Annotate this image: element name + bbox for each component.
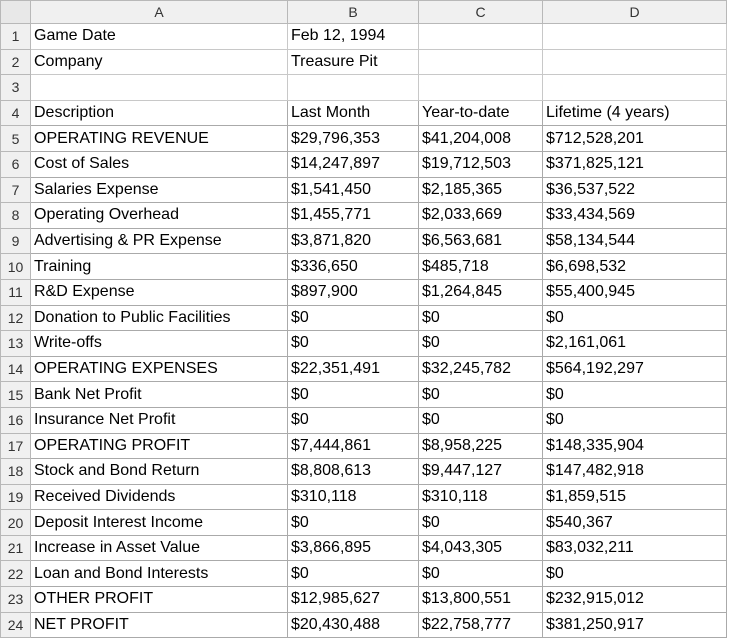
cell-c[interactable]: $310,118 (419, 484, 543, 510)
row-header[interactable]: 13 (1, 331, 31, 357)
cell-a[interactable] (31, 75, 288, 101)
cell-d[interactable]: $6,698,532 (543, 254, 727, 280)
cell-d[interactable]: $0 (543, 561, 727, 587)
cell-a[interactable]: Insurance Net Profit (31, 407, 288, 433)
cell-d[interactable]: $83,032,211 (543, 535, 727, 561)
cell-a[interactable]: R&D Expense (31, 279, 288, 305)
row-header[interactable]: 4 (1, 100, 31, 126)
cell-d[interactable]: $540,367 (543, 510, 727, 536)
cell-d[interactable] (543, 49, 727, 75)
sheet-row (1, 24, 727, 50)
row-header[interactable]: 11 (1, 279, 31, 305)
cell-d[interactable]: $381,250,917 (543, 612, 727, 638)
cell-c[interactable]: $2,033,669 (419, 203, 543, 229)
cell-b[interactable]: $0 (288, 382, 419, 408)
sheet-row (1, 75, 727, 101)
cell-a[interactable]: Donation to Public Facilities (31, 305, 288, 331)
cell-a[interactable]: Advertising & PR Expense (31, 228, 288, 254)
cell-b[interactable]: $20,430,488 (288, 612, 419, 638)
cell-a[interactable]: OPERATING PROFIT (31, 433, 288, 459)
column-header-c[interactable]: C (419, 1, 543, 24)
row-header[interactable]: 23 (1, 587, 31, 613)
row-header[interactable]: 9 (1, 228, 31, 254)
cell-a[interactable]: Description (31, 100, 288, 126)
cell-b[interactable]: $3,866,895 (288, 535, 419, 561)
sheet-row (1, 49, 727, 75)
row-header[interactable]: 14 (1, 356, 31, 382)
cell-a[interactable]: OTHER PROFIT (31, 587, 288, 613)
cell-b[interactable]: $0 (288, 407, 419, 433)
sheet-row (1, 433, 727, 459)
cell-b[interactable] (288, 75, 419, 101)
cell-d[interactable]: $1,859,515 (543, 484, 727, 510)
cell-c[interactable] (419, 75, 543, 101)
cell-b[interactable]: $7,444,861 (288, 433, 419, 459)
cell-d[interactable] (543, 24, 727, 50)
cell-d[interactable]: $564,192,297 (543, 356, 727, 382)
cell-a[interactable]: Training (31, 254, 288, 280)
cell-c[interactable]: $0 (419, 510, 543, 536)
row-header[interactable]: 6 (1, 151, 31, 177)
sheet-row (1, 305, 727, 331)
cell-b[interactable]: Feb 12, 1994 (288, 24, 419, 50)
cell-c[interactable]: $9,447,127 (419, 459, 543, 485)
row-header[interactable]: 21 (1, 535, 31, 561)
cell-a[interactable]: Loan and Bond Interests (31, 561, 288, 587)
cell-b[interactable]: $0 (288, 561, 419, 587)
cell-c[interactable]: $2,185,365 (419, 177, 543, 203)
sheet-row (1, 331, 727, 357)
cell-c[interactable]: $1,264,845 (419, 279, 543, 305)
cell-a[interactable]: Deposit Interest Income (31, 510, 288, 536)
cell-a[interactable]: Stock and Bond Return (31, 459, 288, 485)
cell-d[interactable]: $232,915,012 (543, 587, 727, 613)
cell-d[interactable]: $0 (543, 407, 727, 433)
row-header[interactable]: 20 (1, 510, 31, 536)
cell-a[interactable]: OPERATING REVENUE (31, 126, 288, 152)
cell-c[interactable]: $0 (419, 382, 543, 408)
sheet-row (1, 126, 727, 152)
row-header[interactable]: 10 (1, 254, 31, 280)
sheet-row (1, 561, 727, 587)
row-header[interactable]: 1 (1, 24, 31, 50)
cell-d[interactable]: $2,161,061 (543, 331, 727, 357)
row-header[interactable]: 7 (1, 177, 31, 203)
cell-b[interactable]: $336,650 (288, 254, 419, 280)
cell-c[interactable]: $8,958,225 (419, 433, 543, 459)
cell-c[interactable]: $22,758,777 (419, 612, 543, 638)
select-all-corner[interactable] (1, 1, 31, 24)
cell-b[interactable]: $0 (288, 331, 419, 357)
cell-b[interactable]: $0 (288, 305, 419, 331)
cell-a[interactable]: Cost of Sales (31, 151, 288, 177)
sheet-row (1, 382, 727, 408)
row-header[interactable]: 16 (1, 407, 31, 433)
cell-a[interactable]: Company (31, 49, 288, 75)
sheet-row (1, 177, 727, 203)
cell-a[interactable]: NET PROFIT (31, 612, 288, 638)
column-header-row (1, 1, 727, 24)
cell-a[interactable]: Write-offs (31, 331, 288, 357)
cell-a[interactable]: Received Dividends (31, 484, 288, 510)
cell-d[interactable]: $55,400,945 (543, 279, 727, 305)
cell-a[interactable]: Increase in Asset Value (31, 535, 288, 561)
row-header[interactable]: 3 (1, 75, 31, 101)
cell-b[interactable]: $8,808,613 (288, 459, 419, 485)
row-header[interactable]: 2 (1, 49, 31, 75)
sheet-row (1, 459, 727, 485)
row-header[interactable]: 17 (1, 433, 31, 459)
sheet-row (1, 203, 727, 229)
cell-b[interactable]: Treasure Pit (288, 49, 419, 75)
sheet-row (1, 100, 727, 126)
sheet-row (1, 407, 727, 433)
cell-a[interactable]: Game Date (31, 24, 288, 50)
cell-c[interactable]: $32,245,782 (419, 356, 543, 382)
cell-d[interactable]: $58,134,544 (543, 228, 727, 254)
cell-b[interactable]: $22,351,491 (288, 356, 419, 382)
row-header[interactable]: 8 (1, 203, 31, 229)
cell-b[interactable]: Last Month (288, 100, 419, 126)
row-header[interactable]: 24 (1, 612, 31, 638)
cell-a[interactable]: OPERATING EXPENSES (31, 356, 288, 382)
cell-c[interactable]: $41,204,008 (419, 126, 543, 152)
cell-b[interactable]: $12,985,627 (288, 587, 419, 613)
cell-b[interactable]: $3,871,820 (288, 228, 419, 254)
cell-c[interactable]: Year-to-date (419, 100, 543, 126)
cell-b[interactable]: $1,541,450 (288, 177, 419, 203)
sheet-row (1, 279, 727, 305)
cell-c[interactable]: $19,712,503 (419, 151, 543, 177)
cell-d[interactable]: $36,537,522 (543, 177, 727, 203)
cell-d[interactable]: $371,825,121 (543, 151, 727, 177)
sheet-row (1, 484, 727, 510)
sheet-row (1, 356, 727, 382)
row-header[interactable]: 22 (1, 561, 31, 587)
cell-d[interactable] (543, 75, 727, 101)
cell-c[interactable]: $485,718 (419, 254, 543, 280)
cell-c[interactable]: $0 (419, 305, 543, 331)
cell-d[interactable]: $0 (543, 382, 727, 408)
cell-b[interactable]: $0 (288, 510, 419, 536)
cell-b[interactable]: $14,247,897 (288, 151, 419, 177)
cell-c[interactable]: $0 (419, 331, 543, 357)
cell-d[interactable]: $33,434,569 (543, 203, 727, 229)
sheet-row (1, 254, 727, 280)
row-header[interactable]: 5 (1, 126, 31, 152)
cell-d[interactable]: $712,528,201 (543, 126, 727, 152)
cell-c[interactable]: $6,563,681 (419, 228, 543, 254)
sheet-row (1, 612, 727, 638)
cell-d[interactable]: $148,335,904 (543, 433, 727, 459)
cell-b[interactable]: $310,118 (288, 484, 419, 510)
cell-c[interactable]: $13,800,551 (419, 587, 543, 613)
row-header[interactable]: 19 (1, 484, 31, 510)
sheet-row (1, 151, 727, 177)
cell-a[interactable]: Operating Overhead (31, 203, 288, 229)
row-header[interactable]: 12 (1, 305, 31, 331)
cell-b[interactable]: $29,796,353 (288, 126, 419, 152)
row-header[interactable]: 18 (1, 459, 31, 485)
column-header-b[interactable]: B (288, 1, 419, 24)
cell-d[interactable]: $0 (543, 305, 727, 331)
sheet-row (1, 228, 727, 254)
sheet-row (1, 535, 727, 561)
cell-b[interactable]: $1,455,771 (288, 203, 419, 229)
cell-c[interactable]: $0 (419, 561, 543, 587)
row-header[interactable]: 15 (1, 382, 31, 408)
sheet-row (1, 587, 727, 613)
cell-b[interactable]: $897,900 (288, 279, 419, 305)
cell-d[interactable]: Lifetime (4 years) (543, 100, 727, 126)
cell-d[interactable]: $147,482,918 (543, 459, 727, 485)
column-header-d[interactable]: D (543, 1, 727, 24)
cell-c[interactable] (419, 49, 543, 75)
cell-c[interactable]: $4,043,305 (419, 535, 543, 561)
cell-c[interactable] (419, 24, 543, 50)
spreadsheet-body (1, 24, 727, 638)
cell-c[interactable]: $0 (419, 407, 543, 433)
column-header-a[interactable]: A (31, 1, 288, 24)
cell-a[interactable]: Bank Net Profit (31, 382, 288, 408)
cell-a[interactable]: Salaries Expense (31, 177, 288, 203)
sheet-row (1, 510, 727, 536)
